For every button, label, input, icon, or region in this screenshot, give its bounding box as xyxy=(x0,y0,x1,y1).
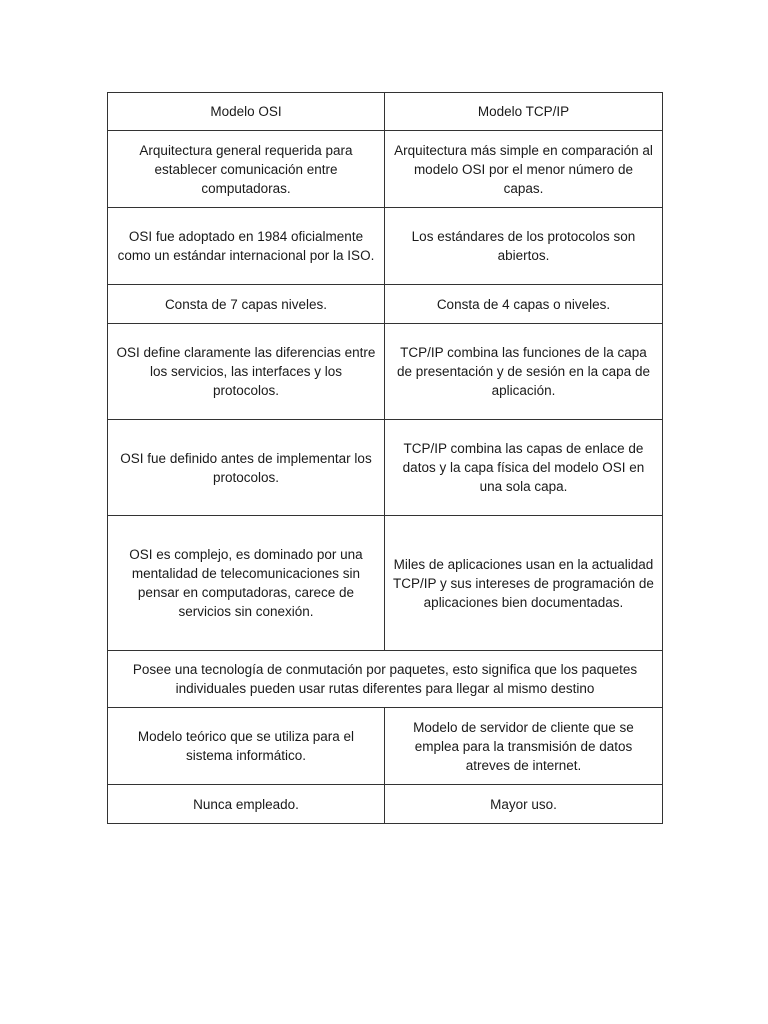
cell-osi: Nunca empleado. xyxy=(108,785,385,824)
cell-osi: Arquitectura general requerida para establecer comunicación entre computadoras. xyxy=(108,131,385,208)
table-row xyxy=(108,516,663,651)
cell-osi: OSI fue definido antes de implementar los protocolos. xyxy=(108,420,385,516)
cell-tcpip: Mayor uso. xyxy=(385,785,663,824)
cell-tcpip: TCP/IP combina las funciones de la capa de presentación y de sesión en la capa de aplicación. xyxy=(385,324,663,420)
table-row xyxy=(108,420,663,516)
osi-tcpip-comparison-table xyxy=(107,92,663,824)
cell-osi: OSI fue adoptado en 1984 oficialmente como un estándar internacional por la ISO. xyxy=(108,208,385,285)
table-row xyxy=(108,208,663,285)
table-merged-row xyxy=(108,651,663,708)
cell-tcpip: Arquitectura más simple en comparación al modelo OSI por el menor número de capas. xyxy=(385,131,663,208)
cell-tcpip: Miles de aplicaciones usan en la actualidad TCP/IP y sus intereses de programación de aplicaciones bien documentadas. xyxy=(385,516,663,651)
table-row xyxy=(108,131,663,208)
table-row xyxy=(108,324,663,420)
table-row xyxy=(108,285,663,324)
cell-osi: OSI define claramente las diferencias entre los servicios, las interfaces y los protocolos. xyxy=(108,324,385,420)
table-row xyxy=(108,708,663,785)
cell-tcpip: Modelo de servidor de cliente que se emplea para la transmisión de datos atreves de internet. xyxy=(385,708,663,785)
cell-tcpip: Consta de 4 capas o niveles. xyxy=(385,285,663,324)
cell-osi: Consta de 7 capas niveles. xyxy=(108,285,385,324)
header-osi: Modelo OSI xyxy=(108,93,385,131)
cell-tcpip: TCP/IP combina las capas de enlace de datos y la capa física del modelo OSI en una sola capa. xyxy=(385,420,663,516)
cell-merged: Posee una tecnología de conmutación por paquetes, esto significa que los paquetes individuales pueden usar rutas diferentes para llegar al mismo destino xyxy=(108,651,663,708)
cell-osi: OSI es complejo, es dominado por una mentalidad de telecomunicaciones sin pensar en computadoras, carece de servicios sin conexión. xyxy=(108,516,385,651)
table-row xyxy=(108,785,663,824)
cell-osi: Modelo teórico que se utiliza para el sistema informático. xyxy=(108,708,385,785)
header-tcpip: Modelo TCP/IP xyxy=(385,93,663,131)
table-header-row xyxy=(108,93,663,131)
cell-tcpip: Los estándares de los protocolos son abiertos. xyxy=(385,208,663,285)
